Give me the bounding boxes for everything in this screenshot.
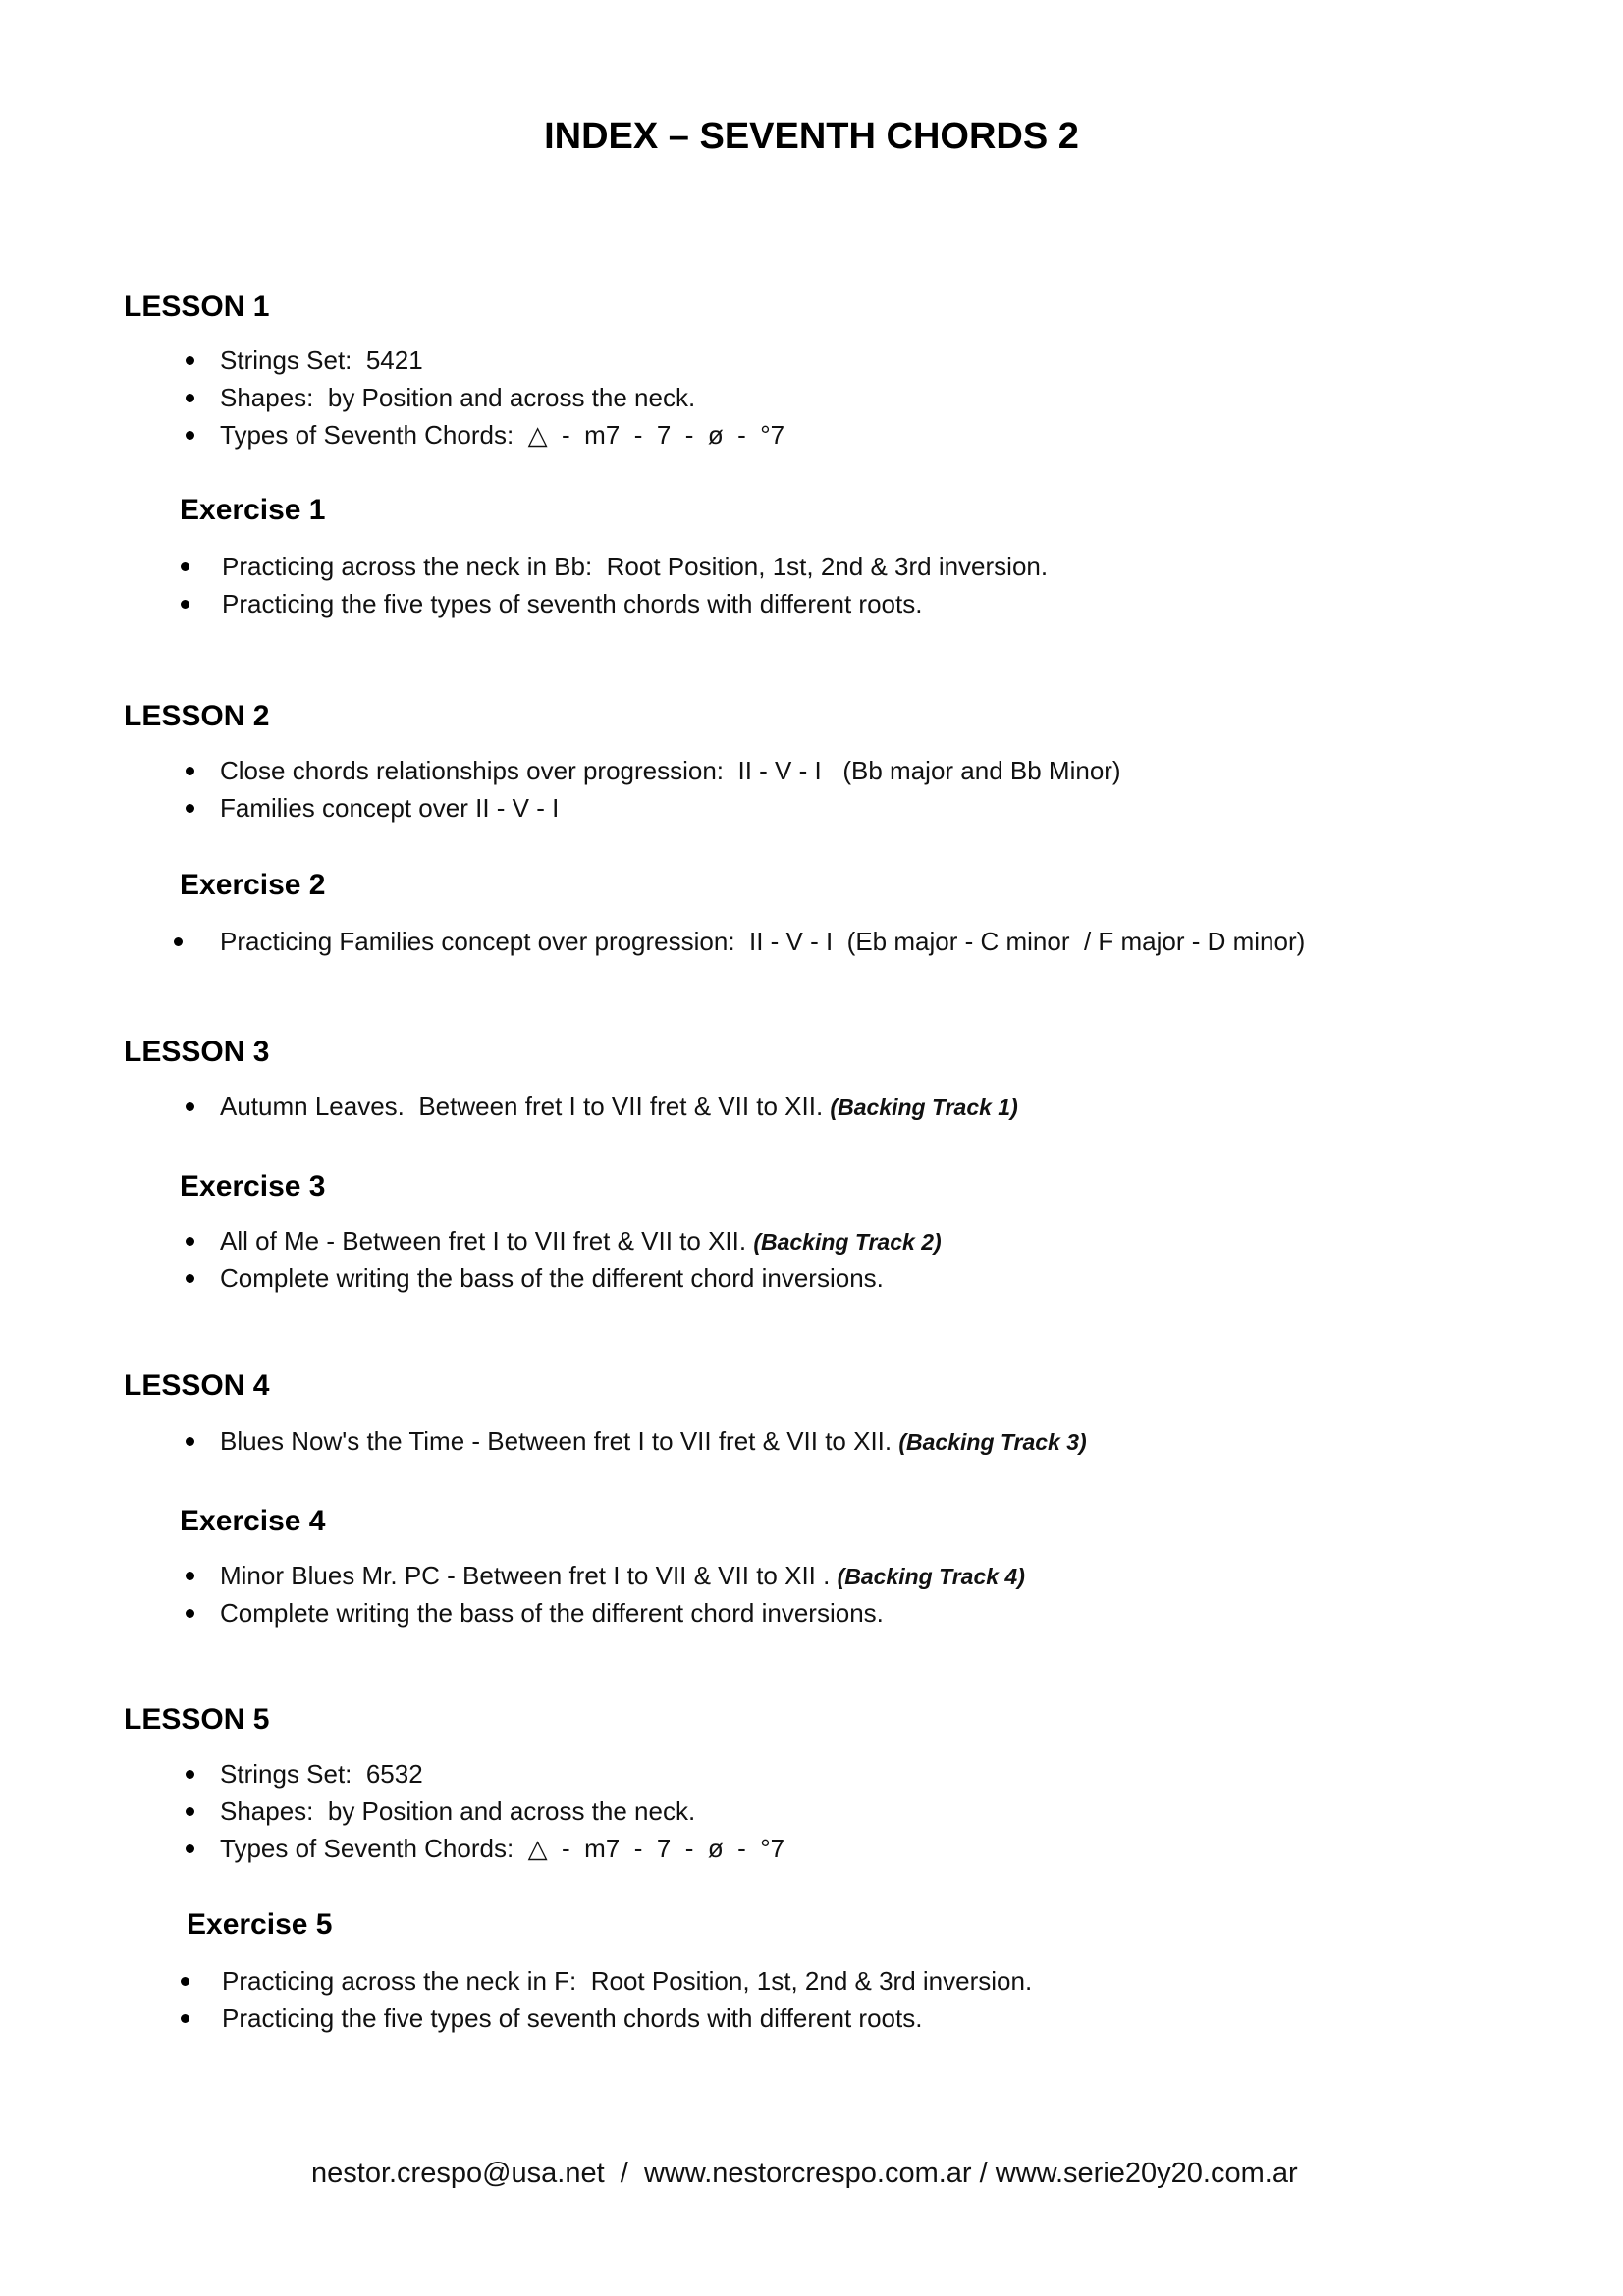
- footer-site-link[interactable]: www.nestorcrespo.com.ar: [643, 2158, 972, 2189]
- footer-site-link[interactable]: www.serie20y20.com.ar: [995, 2158, 1298, 2189]
- bullet-icon: [186, 1844, 194, 1853]
- footer-separator: /: [971, 2158, 996, 2189]
- page-title: INDEX – SEVENTH CHORDS 2: [544, 116, 1079, 157]
- bullet-icon: [186, 394, 194, 402]
- lesson-1-heading: LESSON 1: [124, 291, 270, 323]
- bullet-icon: [186, 1437, 194, 1446]
- bullet-icon: [186, 356, 194, 365]
- bullet-icon: [186, 767, 194, 775]
- lesson-3-heading: LESSON 3: [124, 1036, 270, 1068]
- bullet-icon: [186, 1807, 194, 1816]
- bullet-icon: [181, 2014, 189, 2023]
- footer-email-link[interactable]: nestor.crespo@usa.net: [311, 2158, 605, 2189]
- backing-track-label: (Backing Track 3): [898, 1429, 1087, 1455]
- bullet-icon: [186, 1274, 194, 1283]
- lesson-4-heading: LESSON 4: [124, 1369, 270, 1402]
- exercise-5-heading: Exercise 5: [187, 1908, 333, 1941]
- bullet-icon: [181, 600, 189, 609]
- lesson-5-heading: LESSON 5: [124, 1703, 270, 1735]
- bullet-icon: [181, 562, 189, 571]
- bullet-icon: [186, 1770, 194, 1779]
- bullet-icon: [186, 1102, 194, 1111]
- backing-track-label: (Backing Track 2): [753, 1229, 942, 1255]
- bullet-icon: [186, 1237, 194, 1246]
- bullet-icon: [186, 1572, 194, 1580]
- backing-track-label: (Backing Track 1): [830, 1095, 1018, 1120]
- bullet-icon: [181, 1977, 189, 1986]
- bullet-icon: [186, 1609, 194, 1618]
- bullet-icon: [174, 937, 183, 946]
- footer-separator: /: [604, 2158, 644, 2189]
- footer: [311, 2158, 1298, 2190]
- exercise-1-heading: Exercise 1: [180, 494, 326, 526]
- exercise-4-heading: Exercise 4: [180, 1505, 326, 1537]
- backing-track-label: (Backing Track 4): [837, 1564, 1025, 1589]
- exercise-3-heading: Exercise 3: [180, 1170, 326, 1202]
- bullet-icon: [186, 431, 194, 440]
- bullet-icon: [186, 804, 194, 813]
- lesson-2-heading: LESSON 2: [124, 700, 270, 732]
- exercise-2-heading: Exercise 2: [180, 869, 326, 901]
